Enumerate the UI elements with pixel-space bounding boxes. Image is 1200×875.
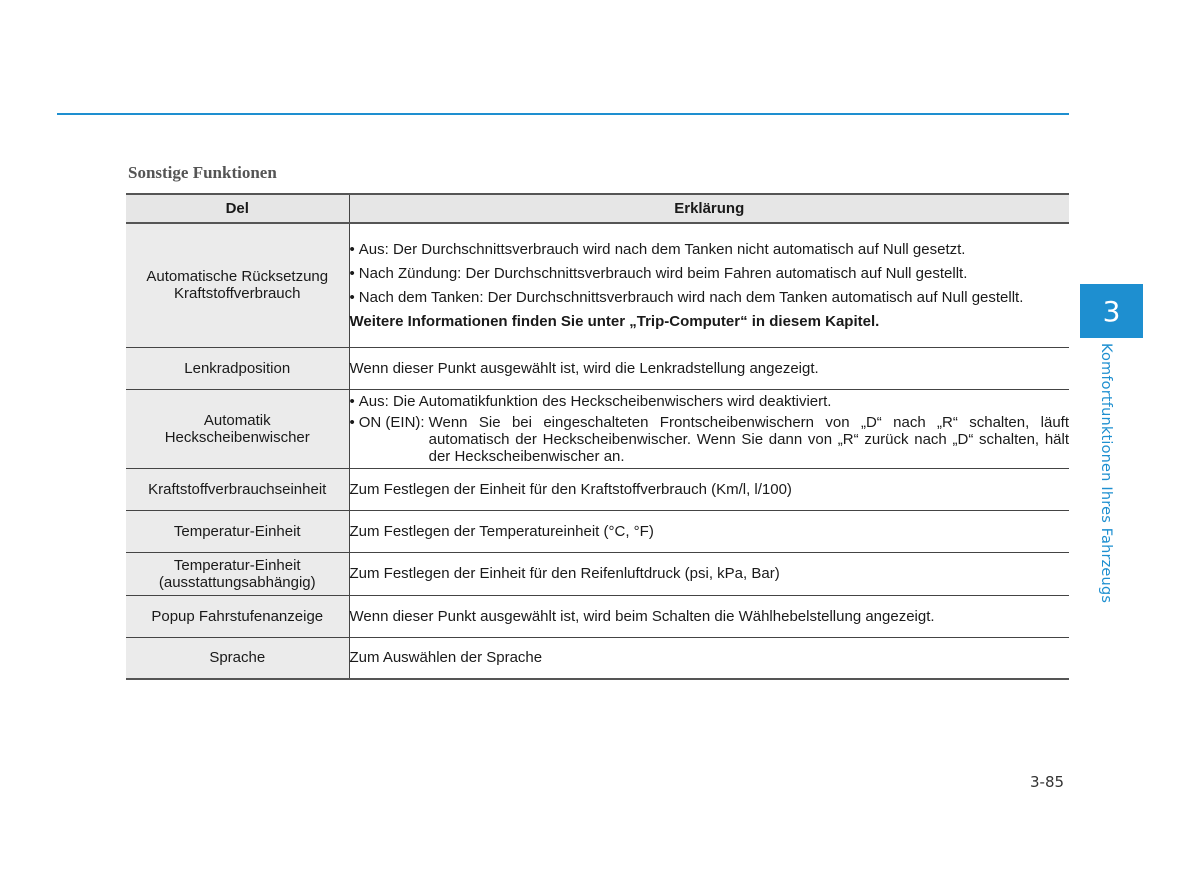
table-row [126, 468, 1069, 510]
bullet-dot: • [349, 264, 355, 282]
bullet-item: • ON (EIN): Wenn Sie bei eingeschalteten Frontscheibenwischern von „D“ nach „R“ schalten, läuft automatisch der Heckscheibenwischer. Wenn Sie dann von „R“ zurück nach „D“ schalten, hält der Heckscheibenwischer an. [349, 413, 1069, 465]
row-label: Automatik Heckscheibenwischer [126, 389, 349, 468]
bullet-item: • Aus: Die Automatikfunktion des Heckscheibenwischers wird deaktiviert. [349, 392, 832, 410]
settings-table [126, 193, 1069, 680]
row-label: Kraftstoffverbrauchseinheit [126, 468, 349, 510]
row-explanation: Wenn dieser Punkt ausgewählt ist, wird die Lenkradstellung angezeigt. [349, 347, 1069, 389]
bullet-item: • Nach Zündung: Der Durchschnittsverbrauch wird beim Fahren automatisch auf Null gestellt. [349, 264, 968, 282]
row-label: Sprache [126, 637, 349, 679]
column-header-del: Del [126, 194, 349, 223]
bullet-dot: • [349, 240, 355, 258]
row-explanation [349, 389, 1069, 468]
row-label: Temperatur-Einheit [126, 510, 349, 552]
bullet-item: • Aus: Der Durchschnittsverbrauch wird nach dem Tanken nicht automatisch auf Null gesetzt. [349, 240, 966, 258]
table-row [126, 552, 1069, 595]
table-row [126, 595, 1069, 637]
row-label: Popup Fahrstufenanzeige [126, 595, 349, 637]
table-row [126, 223, 1069, 347]
header-rule [57, 113, 1069, 115]
row-label: Temperatur-Einheit (ausstattungsabhängig) [126, 552, 349, 595]
row-explanation [349, 223, 1069, 347]
bullet-dot: • [349, 392, 355, 410]
row-label: Automatische Rücksetzung Kraftstoffverbrauch [126, 223, 349, 347]
row-explanation: Zum Festlegen der Einheit für den Kraftstoffverbrauch (Km/l, l/100) [349, 468, 1069, 510]
info-note: Weitere Informationen finden Sie unter „Trip-Computer“ in diesem Kapitel. [349, 312, 880, 330]
row-label: Lenkradposition [126, 347, 349, 389]
table-row [126, 389, 1069, 468]
row-explanation: Zum Festlegen der Einheit für den Reifenluftdruck (psi, kPa, Bar) [349, 552, 1069, 595]
bullet-item: • Nach dem Tanken: Der Durchschnittsverbrauch wird nach dem Tanken automatisch auf Null gestellt. [349, 288, 1024, 306]
table-row [126, 510, 1069, 552]
table-header-row [126, 194, 1069, 223]
section-title: Sonstige Funktionen [128, 163, 277, 182]
chapter-number: 3 [1102, 294, 1121, 328]
table-row [126, 637, 1069, 679]
row-explanation: Zum Auswählen der Sprache [349, 637, 1069, 679]
bullet-dot: • [349, 413, 355, 431]
bullet-dot: • [349, 288, 355, 306]
table-row [126, 347, 1069, 389]
row-explanation: Zum Festlegen der Temperatureinheit (°C, °F) [349, 510, 1069, 552]
chapter-side-title: Komfortfunktionen Ihres Fahrzeugs [1098, 343, 1114, 604]
row-explanation: Wenn dieser Punkt ausgewählt ist, wird beim Schalten die Wählhebelstellung angezeigt. [349, 595, 1069, 637]
column-header-erklaerung: Erklärung [349, 194, 1069, 223]
page-number: 3-85 [1030, 773, 1065, 791]
chapter-tab [1080, 284, 1143, 338]
